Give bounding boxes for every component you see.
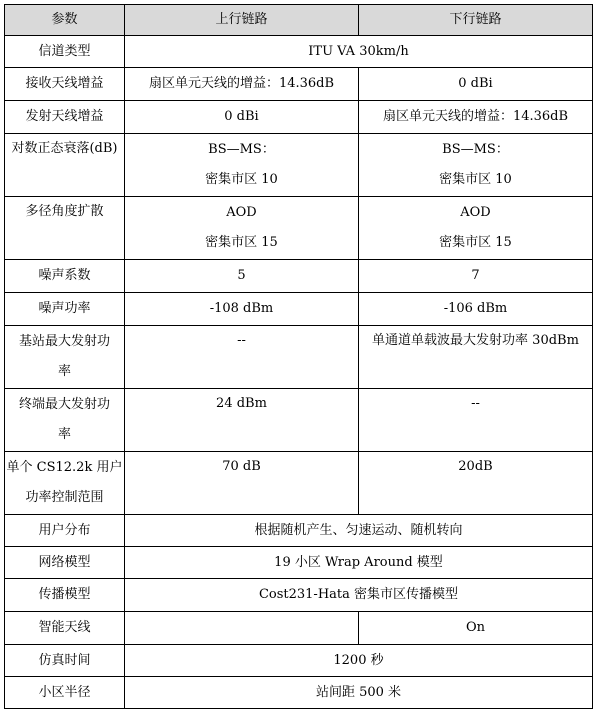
row-uplink-value: -108 dBm [125, 293, 359, 326]
table-row [5, 68, 593, 101]
table-row [5, 260, 593, 293]
row-param: 小区半径 [5, 677, 125, 709]
parameter-table [4, 4, 593, 709]
row-uplink-value: BS—MS： 密集市区 10 [125, 134, 359, 197]
table-row [5, 197, 593, 260]
row-param: 基站最大发射功 率 [5, 326, 125, 389]
table-row [5, 677, 593, 709]
row-param: 信道类型 [5, 36, 125, 68]
row-param: 智能天线 [5, 612, 125, 645]
row-downlink-value: 扇区单元天线的增益：14.36dB [359, 101, 593, 134]
row-downlink-value: 7 [359, 260, 593, 293]
header-param: 参数 [5, 5, 125, 36]
row-merged-value: 根据随机产生、匀速运动、随机转向 [125, 515, 593, 547]
row-param: 噪声系数 [5, 260, 125, 293]
table-row [5, 579, 593, 612]
table-row [5, 326, 593, 389]
table-row [5, 515, 593, 547]
table-row [5, 612, 593, 645]
row-merged-value: Cost231-Hata 密集市区传播模型 [125, 579, 593, 612]
row-param: 多径角度扩散 [5, 197, 125, 260]
row-uplink-value: 5 [125, 260, 359, 293]
row-merged-value: 站间距 500 米 [125, 677, 593, 709]
row-param: 网络模型 [5, 547, 125, 579]
row-param: 仿真时间 [5, 645, 125, 677]
row-uplink-value: 扇区单元天线的增益：14.36dB [125, 68, 359, 101]
table-row [5, 547, 593, 579]
row-param: 终端最大发射功 率 [5, 389, 125, 452]
row-downlink-value: On [359, 612, 593, 645]
table-row [5, 293, 593, 326]
row-downlink-value: -- [359, 389, 593, 452]
row-param: 单个 CS12.2k 用户 功率控制范围 [5, 452, 125, 515]
row-merged-value: 19 小区 Wrap Around 模型 [125, 547, 593, 579]
table-row [5, 389, 593, 452]
header-downlink: 下行链路 [359, 5, 593, 36]
row-downlink-value: -106 dBm [359, 293, 593, 326]
row-param: 对数正态衰落(dB) [5, 134, 125, 197]
table-row [5, 134, 593, 197]
row-uplink-value: AOD 密集市区 15 [125, 197, 359, 260]
table-row [5, 452, 593, 515]
row-downlink-value: 单通道单载波最大发射功率 30dBm [359, 326, 593, 389]
table-row [5, 645, 593, 677]
row-param: 噪声功率 [5, 293, 125, 326]
table-row [5, 36, 593, 68]
row-uplink-value: 0 dBi [125, 101, 359, 134]
row-uplink-value: 24 dBm [125, 389, 359, 452]
row-downlink-value: 0 dBi [359, 68, 593, 101]
row-merged-value: ITU VA 30km/h [125, 36, 593, 68]
row-uplink-value: -- [125, 326, 359, 389]
row-param: 接收天线增益 [5, 68, 125, 101]
row-param: 发射天线增益 [5, 101, 125, 134]
row-uplink-value [125, 612, 359, 645]
row-uplink-value: 70 dB [125, 452, 359, 515]
row-downlink-value: AOD 密集市区 15 [359, 197, 593, 260]
row-downlink-value: 20dB [359, 452, 593, 515]
row-downlink-value: BS—MS： 密集市区 10 [359, 134, 593, 197]
table-header-row [5, 5, 593, 36]
row-param: 用户分布 [5, 515, 125, 547]
header-uplink: 上行链路 [125, 5, 359, 36]
table-row [5, 101, 593, 134]
row-merged-value: 1200 秒 [125, 645, 593, 677]
row-param: 传播模型 [5, 579, 125, 612]
